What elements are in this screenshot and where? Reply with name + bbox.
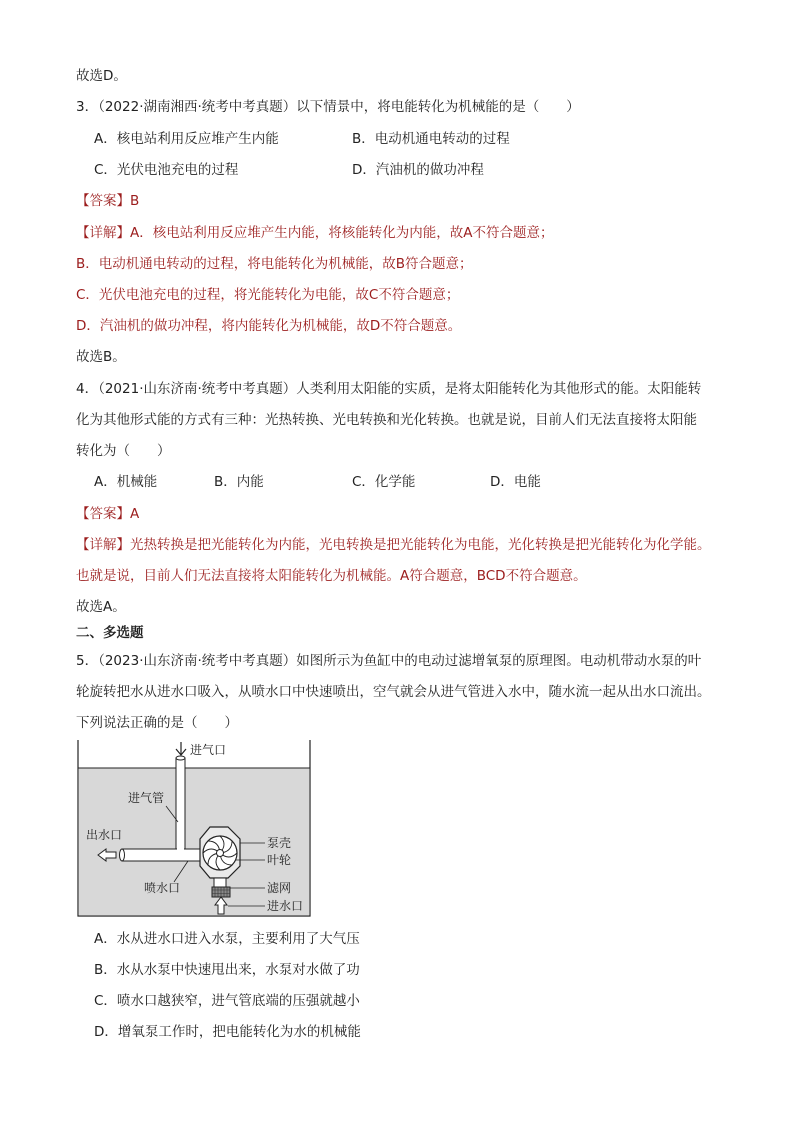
- label-impeller: 叶轮: [267, 853, 292, 867]
- label-pump-shell: 泵壳: [267, 836, 292, 850]
- q3-explain-1: [76, 224, 553, 242]
- filter-mesh: [212, 887, 230, 897]
- label-air-pipe: 进气管: [128, 791, 165, 805]
- q3-explain-label: 【详解】: [76, 225, 130, 241]
- q4-option-d: D．电能: [490, 474, 541, 490]
- q4-answer: 【答案】A: [76, 506, 140, 522]
- q4-explain-2: 也就是说，目前人们无法直接将太阳能转化为机械能。A符合题意，BCD不符合题意。: [76, 568, 587, 584]
- q4-option-b: B．内能: [214, 474, 264, 490]
- label-nozzle: 喷水口: [144, 881, 181, 895]
- q3-stem: 3．（2022·湖南湘西·统考中考真题）以下情景中，将电能转化为机械能的是（ ）: [76, 99, 580, 115]
- q5-option-a: A．水从进水口进入水泵，主要利用了大气压: [94, 931, 360, 947]
- prev-conclusion: 故选D。: [76, 68, 127, 84]
- q5-stem-2: 轮旋转把水从进水口吸入，从喷水口中快速喷出，空气就会从进气管进入水中，随水流一起从出水口流出。: [76, 684, 711, 700]
- impeller: [203, 836, 237, 870]
- section-heading-multi-choice: 二、多选题: [76, 625, 144, 641]
- label-air-inlet: 进气口: [190, 743, 227, 757]
- air-inlet-arrow: [176, 742, 186, 755]
- q3-option-d: D．汽油机的做功冲程: [352, 162, 484, 178]
- q5-option-c: C．喷水口越狭窄，进气管底端的压强就越小: [94, 993, 360, 1009]
- q3-option-a: A．核电站利用反应堆产生内能: [94, 131, 279, 147]
- q3-explain-b: B．电动机通电转动的过程，将电能转化为机械能，故B符合题意；: [76, 256, 473, 272]
- q3-explain-d: D．汽油机的做功冲程，将内能转化为机械能，故D不符合题意。: [76, 318, 462, 334]
- q4-stem-2: 化为其他形式能的方式有三种：光热转换、光电转换和光化转换。也就是说，目前人们无法直接将太阳能: [76, 412, 697, 428]
- label-filter: 滤网: [267, 881, 292, 895]
- q4-explain-1: [76, 536, 711, 554]
- q3-option-b: B．电动机通电转动的过程: [352, 131, 510, 147]
- q5-option-b: B．水从水泵中快速甩出来，水泵对水做了功: [94, 962, 360, 978]
- q5-option-d: D．增氧泵工作时，把电能转化为水的机械能: [94, 1024, 361, 1040]
- q4-explain-label: 【详解】: [76, 537, 130, 553]
- label-water-outlet: 出水口: [86, 828, 123, 842]
- q4-stem-1: 4．（2021·山东济南·统考中考真题）人类利用太阳能的实质，是将太阳能转化为其他形式的能。太阳能转: [76, 381, 702, 397]
- q3-conclusion: 故选B。: [76, 349, 126, 365]
- q3-explain-a: A．核电站利用反应堆产生内能，将核能转化为内能，故A不符合题意；: [130, 225, 554, 241]
- q3-answer: 【答案】B: [76, 193, 140, 209]
- q4-option-c: C．化学能: [352, 474, 416, 490]
- q3-explain-c: C．光伏电池充电的过程，将光能转化为电能，故C不符合题意；: [76, 287, 460, 303]
- q4-conclusion: 故选A。: [76, 599, 126, 615]
- q3-option-c: C．光伏电池充电的过程: [94, 162, 239, 178]
- aquarium-pump-diagram: [70, 740, 320, 925]
- q5-stem-1: 5．（2023·山东济南·统考中考真题）如图所示为鱼缸中的电动过滤增氧泵的原理图。电动机带动水泵的叶: [76, 653, 702, 669]
- q5-stem-3: 下列说法正确的是（ ）: [76, 715, 238, 731]
- q4-option-a: A．机械能: [94, 474, 158, 490]
- label-water-inlet: 进水口: [267, 899, 304, 913]
- q4-stem-3: 转化为（ ）: [76, 443, 171, 459]
- q4-explain-text-1: 光热转换是把光能转化为内能，光电转换是把光能转化为电能，光化转换是把光能转化为化学能。: [130, 537, 711, 553]
